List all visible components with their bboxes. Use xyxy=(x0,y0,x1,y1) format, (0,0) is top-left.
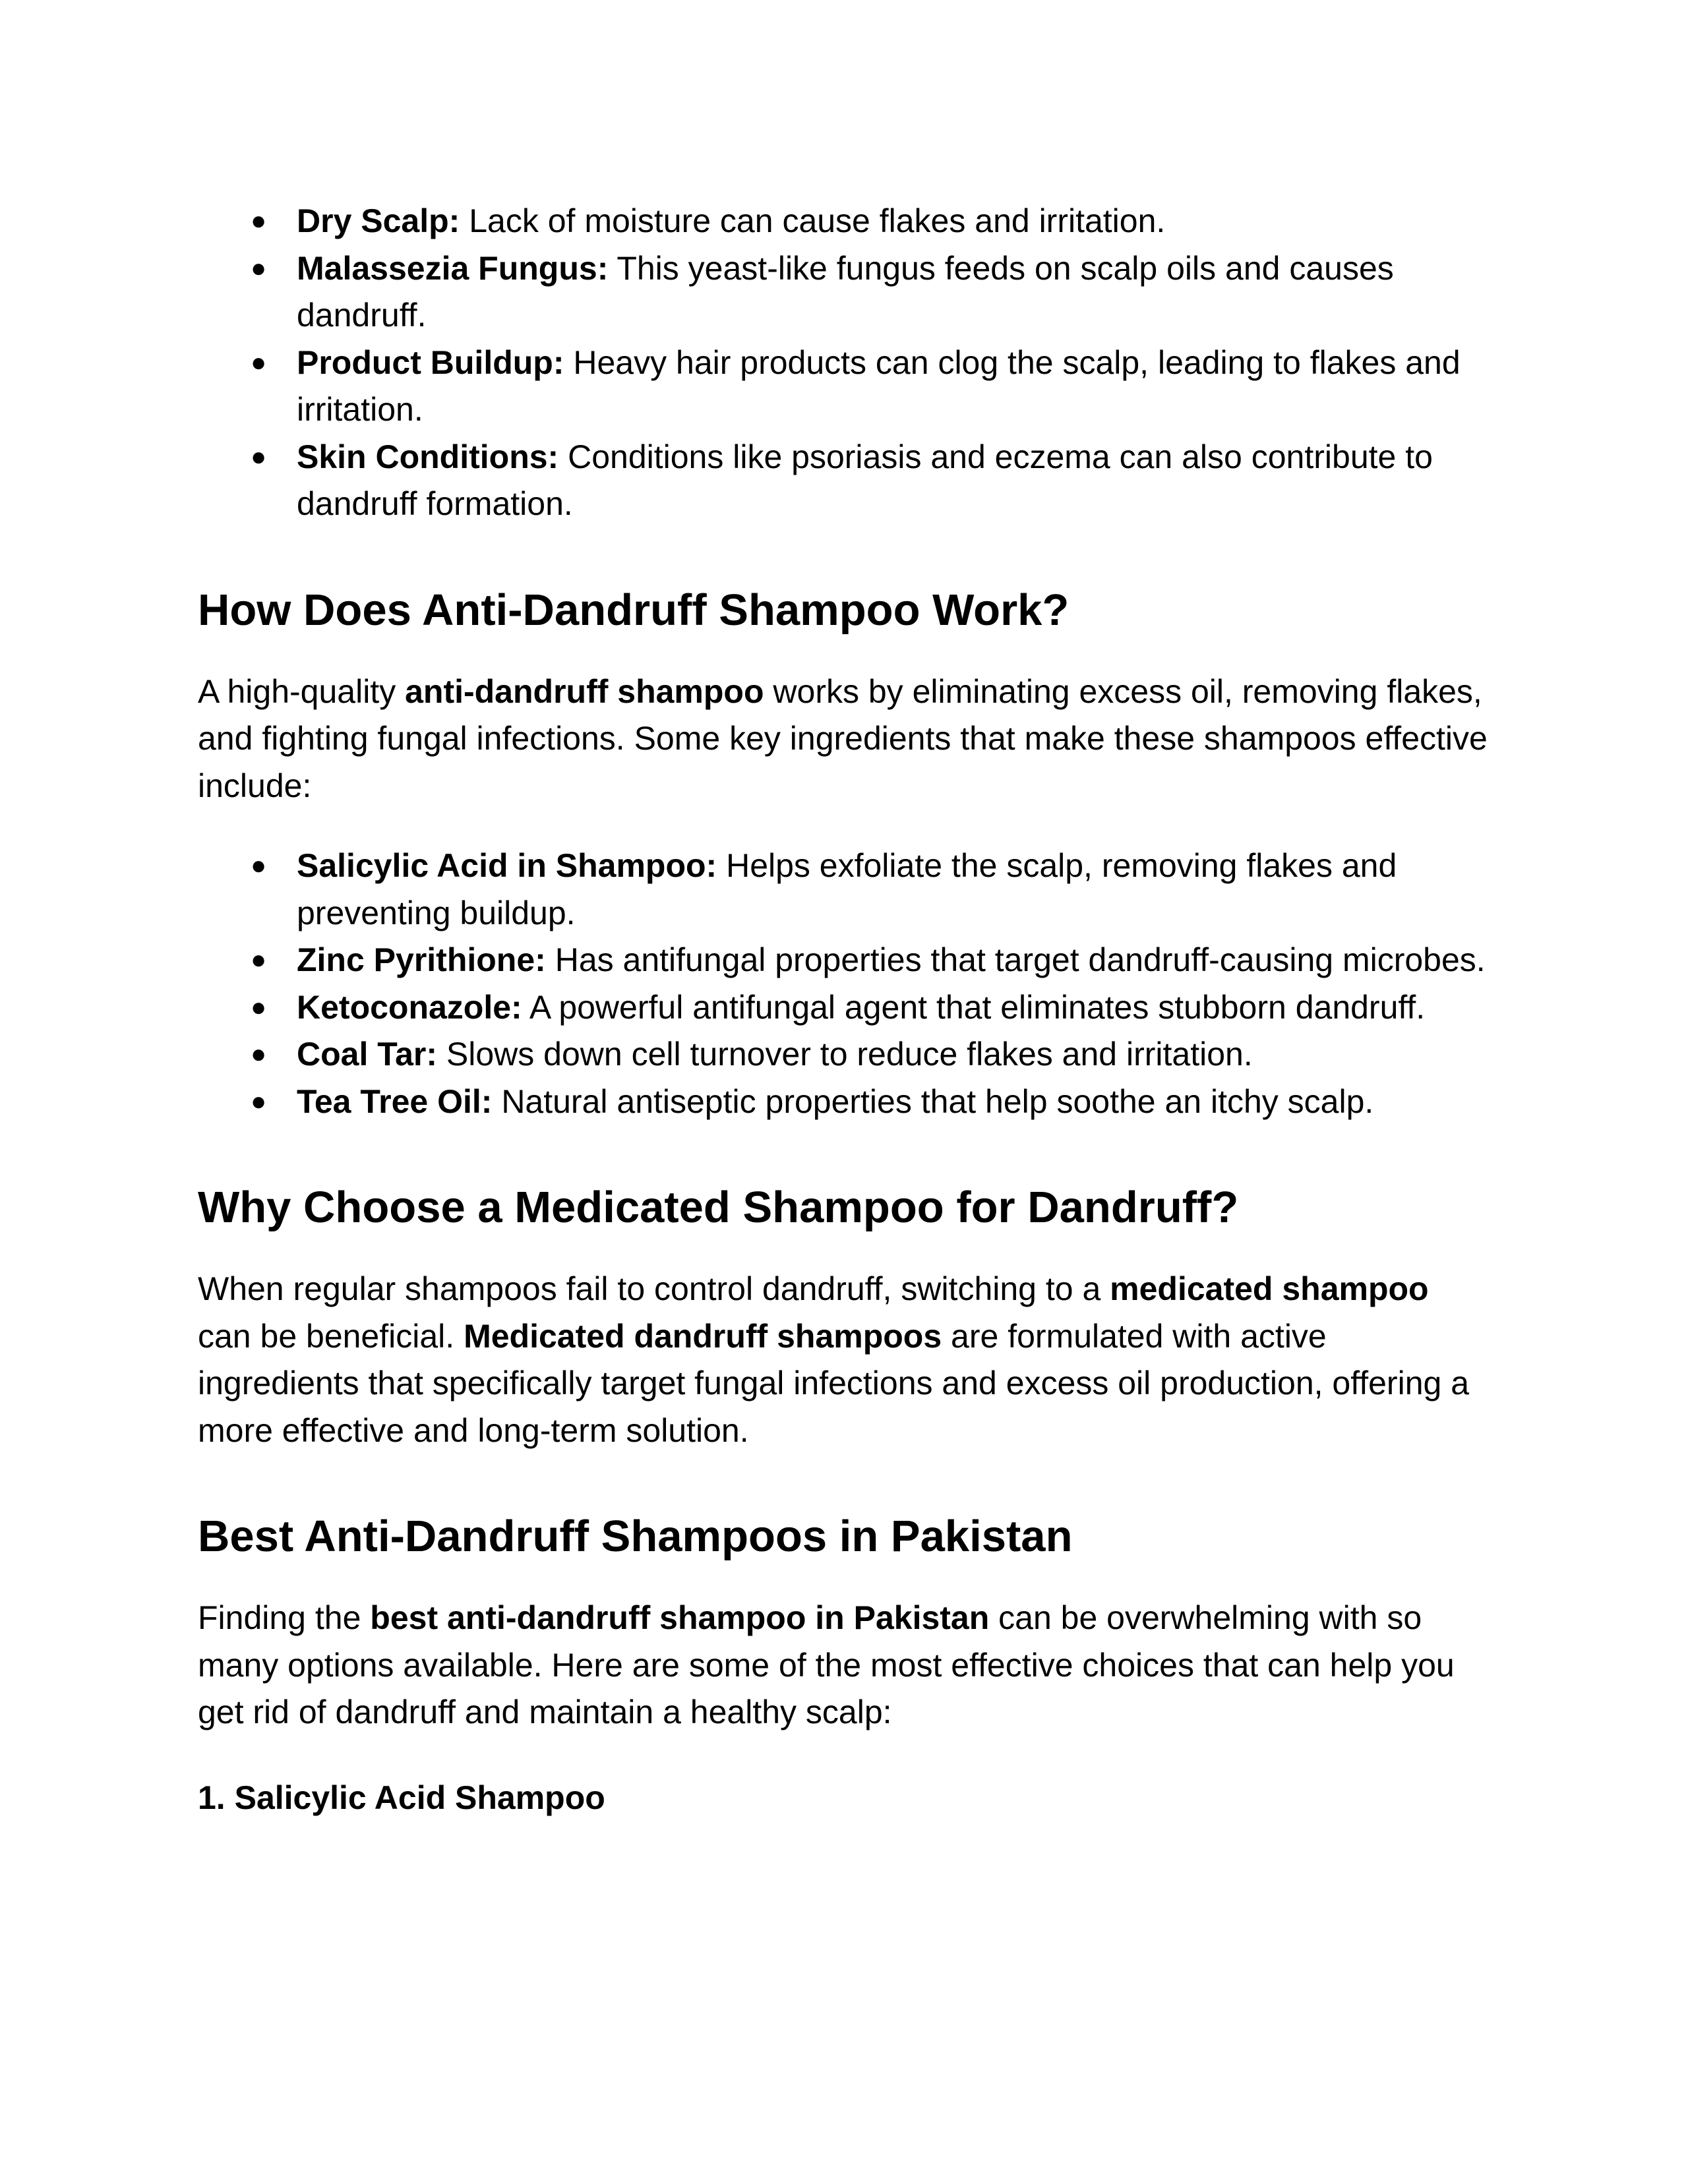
sub-heading-salicylic: 1. Salicylic Acid Shampoo xyxy=(198,1779,605,1816)
bullet-icon: ● xyxy=(251,945,267,974)
list-item: ● Dry Scalp: Lack of moisture can cause flakes and irritation. xyxy=(198,198,1490,245)
bullet-icon: ● xyxy=(251,206,267,235)
bullet-icon: ● xyxy=(251,347,267,377)
bullet-icon: ● xyxy=(251,442,267,471)
bullet-icon: ● xyxy=(251,1086,267,1116)
bullet-icon: ● xyxy=(251,992,267,1022)
list-item: ● Malassezia Fungus: This yeast-like fungus feeds on scalp oils and causes dandruff. xyxy=(198,245,1490,339)
list-item: ● Coal Tar: Slows down cell turnover to reduce flakes and irritation. xyxy=(198,1031,1490,1078)
heading-why-medicated: Why Choose a Medicated Shampoo for Dandruff? xyxy=(198,1183,1239,1232)
ingredients-list xyxy=(198,842,1490,1125)
bullet-icon: ● xyxy=(251,1040,267,1069)
causes-list xyxy=(198,198,1490,528)
heading-how-shampoo-works: How Does Anti-Dandruff Shampoo Work? xyxy=(198,585,1070,635)
list-item: ● Skin Conditions: Conditions like psoriasis and eczema can also contribute to dandruff formation. xyxy=(198,434,1490,528)
bullet-icon: ● xyxy=(251,851,267,880)
list-item: ● Product Buildup: Heavy hair products can clog the scalp, leading to flakes and irritation. xyxy=(198,339,1490,434)
heading-best-in-pakistan: Best Anti-Dandruff Shampoos in Pakistan xyxy=(198,1512,1073,1561)
bullet-icon: ● xyxy=(251,253,267,283)
how-intro-paragraph: A high-quality anti-dandruff shampoo works by eliminating excess oil, removing flakes, and fighting fungal infections. Some key ingredients that make these shampoos effective include: xyxy=(198,672,1488,804)
list-item: ● Tea Tree Oil: Natural antiseptic properties that help soothe an itchy scalp. xyxy=(198,1078,1490,1126)
list-item: ● Ketoconazole: A powerful antifungal agent that eliminates stubborn dandruff. xyxy=(198,984,1490,1032)
why-paragraph: When regular shampoos fail to control dandruff, switching to a medicated shampoo can be beneficial. Medicated dandruff shampoos are formulated with active ingredients that specifically target fungal infections and excess oil production, offering a more effective and long-term solution. xyxy=(198,1270,1470,1449)
list-item: ● Zinc Pyrithione: Has antifungal properties that target dandruff-causing microbes. xyxy=(198,937,1490,984)
document-page xyxy=(198,198,1490,1821)
list-item: ● Salicylic Acid in Shampoo: Helps exfoliate the scalp, removing flakes and preventing buildup. xyxy=(198,842,1490,937)
best-paragraph: Finding the best anti-dandruff shampoo in Pakistan can be overwhelming with so many options available. Here are some of the most effective choices that can help you get rid of dandruff and maintain a healthy scalp: xyxy=(198,1599,1455,1730)
